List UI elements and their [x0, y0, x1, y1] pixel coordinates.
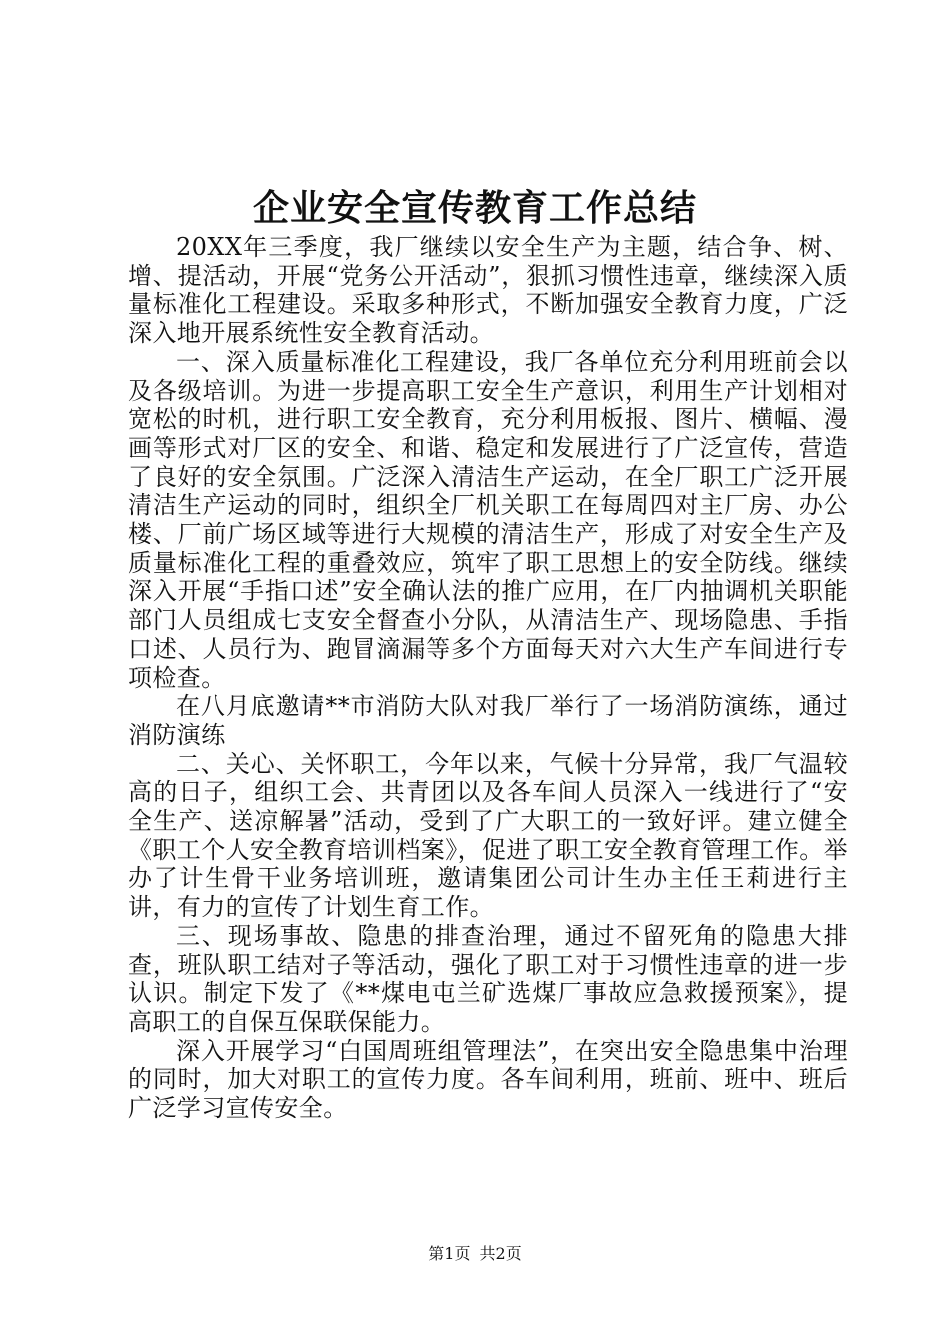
- page-total: 共2页: [479, 1244, 522, 1263]
- paragraph-fire-drill: 在八月底邀请**市消防大队对我厂举行了一场消防演练，通过消防演练: [128, 692, 848, 749]
- document-title: 企业安全宣传教育工作总结: [252, 187, 697, 229]
- paragraph-section-3: 三、现场事故、隐患的排查治理，通过不留死角的隐患大排查，班队职工结对子等活动，强化了职工对于习惯性违章的进一步认识。制定下发了《**煤电屯兰矿选煤厂事故应急救援预案》，提高职工的自保互保联保能力。: [128, 921, 848, 1036]
- paragraph-intro: 20XX年三季度，我厂继续以安全生产为主题，结合争、树、增、提活动，开展“党务公开活动”，狠抓习惯性违章，继续深入质量标准化工程建设。采取多种形式，不断加强安全教育力度，广泛深入地开展系统性安全教育活动。: [128, 233, 848, 348]
- paragraph-section-2: 二、关心、关怀职工，今年以来，气候十分异常，我厂气温较高的日子，组织工会、共青团以及各车间人员深入一线进行了“安全生产、送凉解暑”活动，受到了广大职工的一致好评。建立健全《职工个人安全教育培训档案》，促进了职工安全教育管理工作。举办了计生骨干业务培训班，邀请集团公司计生办主任王莉进行主讲，有力的宣传了计划生育工作。: [128, 749, 848, 922]
- paragraph-team-management: 深入开展学习“白国周班组管理法”，在突出安全隐患集中治理的同时，加大对职工的宣传力度。各车间利用，班前、班中、班后广泛学习宣传安全。: [128, 1036, 848, 1123]
- page-number: 第1页: [428, 1244, 471, 1263]
- page-footer: [0, 1244, 950, 1264]
- document-body: [128, 233, 848, 1123]
- paragraph-section-1: 一、深入质量标准化工程建设，我厂各单位充分利用班前会以及各级培训。为进一步提高职工安全生产意识，利用生产计划相对宽松的时机，进行职工安全教育，充分利用板报、图片、横幅、漫画等形式对厂区的安全、和谐、稳定和发展进行了广泛宣传，营造了良好的安全氛围。广泛深入清洁生产运动，在全厂职工广泛开展清洁生产运动的同时，组织全厂机关职工在每周四对主厂房、办公楼、厂前广场区域等进行大规模的清洁生产，形成了对安全生产及质量标准化工程的重叠效应，筑牢了职工思想上的安全防线。继续深入开展“手指口述”安全确认法的推广应用，在厂内抽调机关职能部门人员组成七支安全督查小分队，从清洁生产、现场隐患、手指口述、人员行为、跑冒滴漏等多个方面每天对六大生产车间进行专项检查。: [128, 347, 848, 692]
